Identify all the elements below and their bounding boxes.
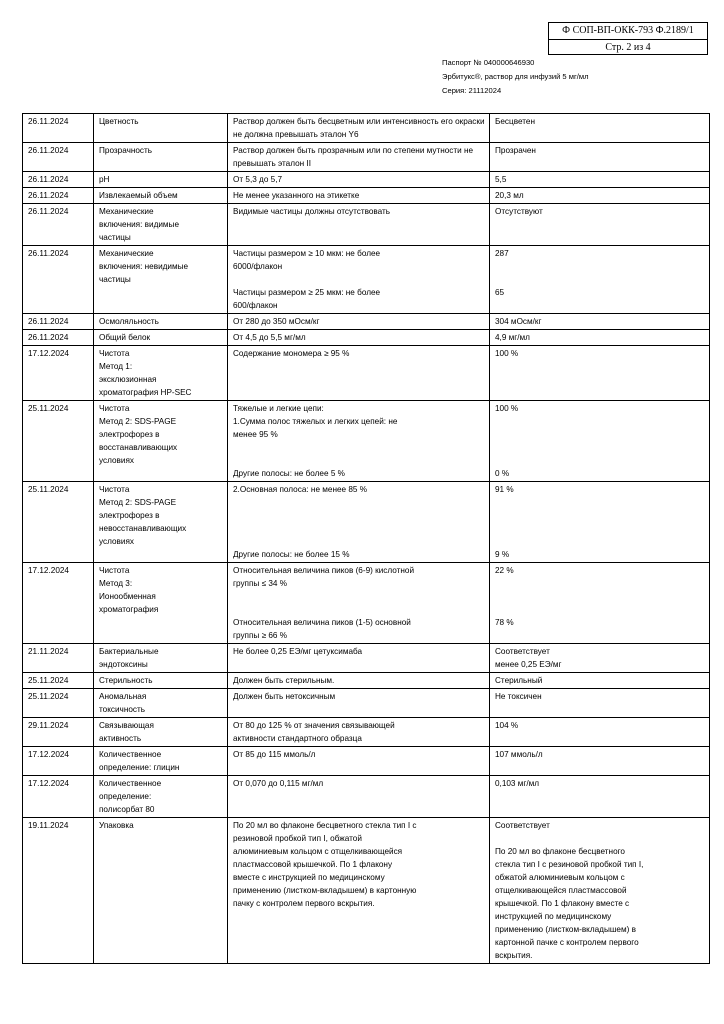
test-name-cell: Количественное определение: полисорбат 80 — [94, 776, 228, 818]
table-row — [23, 673, 710, 689]
test-result-cell: 20,3 мл — [490, 188, 710, 204]
passport-number: Паспорт № 040000646930 — [442, 58, 535, 67]
table-row — [23, 314, 710, 330]
passport-info — [442, 56, 712, 98]
test-date-cell: 25.11.2024 — [23, 482, 94, 563]
test-result-cell: Прозрачен — [490, 143, 710, 172]
test-name-cell: Общий белок — [94, 330, 228, 346]
table-row — [23, 401, 710, 482]
test-result-cell: Соответствует По 20 мл во флаконе бесцветного стекла тип I с резиновой пробкой тип I, обжатой алюминиевым кольцом с отщелкивающейся пластмассовой крышечкой. По 1 флакону вместе с инструкцией по медицинскому применению (листком-вкладышем) в картонной пачке с контролем первого вскрытия. — [490, 818, 710, 964]
test-date-cell: 17.12.2024 — [23, 776, 94, 818]
test-date-cell: 26.11.2024 — [23, 143, 94, 172]
test-spec-cell: Не более 0,25 ЕЭ/мг цетуксимаба — [228, 644, 490, 673]
page-number: Стр. 2 из 4 — [605, 42, 651, 53]
table-row — [23, 644, 710, 673]
test-date-cell: 26.11.2024 — [23, 246, 94, 314]
table-row — [23, 718, 710, 747]
test-date-cell: 26.11.2024 — [23, 114, 94, 143]
test-spec-cell: Раствор должен быть прозрачным или по степени мутности не превышать эталон II — [228, 143, 490, 172]
test-spec-cell: Должен быть стерильным. — [228, 673, 490, 689]
test-spec-cell: Видимые частицы должны отсутствовать — [228, 204, 490, 246]
test-name-cell: Цветность — [94, 114, 228, 143]
test-result-cell: Соответствует менее 0,25 ЕЭ/мг — [490, 644, 710, 673]
test-spec-cell: От 0,070 до 0,115 мг/мл — [228, 776, 490, 818]
test-spec-cell: Тяжелые и легкие цепи: 1.Сумма полос тяжелых и легких цепей: не менее 95 % Другие полосы: не более 5 % — [228, 401, 490, 482]
test-name-cell: Аномальная токсичность — [94, 689, 228, 718]
table-row — [23, 818, 710, 964]
test-date-cell: 26.11.2024 — [23, 204, 94, 246]
test-result-cell: 287 65 — [490, 246, 710, 314]
test-date-cell: 26.11.2024 — [23, 188, 94, 204]
test-result-cell: Стерильный — [490, 673, 710, 689]
table-row — [23, 330, 710, 346]
test-results-table — [22, 113, 710, 964]
test-name-cell: Упаковка — [94, 818, 228, 964]
table-row — [23, 172, 710, 188]
test-result-cell: 304 мОсм/кг — [490, 314, 710, 330]
table-row — [23, 776, 710, 818]
test-spec-cell: По 20 мл во флаконе бесцветного стекла тип I с резиновой пробкой тип I, обжатой алюминиевым кольцом с отщелкивающейся пластмассовой крышечкой. По 1 флакону вместе с инструкцией по медицинскому применению (листком-вкладышем) в картонную пачку с контролем первого вскрытия. — [228, 818, 490, 964]
test-name-cell: Извлекаемый объем — [94, 188, 228, 204]
test-spec-cell: Должен быть нетоксичным — [228, 689, 490, 718]
test-date-cell: 25.11.2024 — [23, 673, 94, 689]
test-spec-cell: От 80 до 125 % от значения связывающей активности стандартного образца — [228, 718, 490, 747]
table-row — [23, 143, 710, 172]
test-result-cell: Бесцветен — [490, 114, 710, 143]
test-name-cell: Механические включения: видимые частицы — [94, 204, 228, 246]
test-spec-cell: От 280 до 350 мОсм/кг — [228, 314, 490, 330]
test-result-cell: 5,5 — [490, 172, 710, 188]
test-name-cell: Механические включения: невидимые частицы — [94, 246, 228, 314]
table-row — [23, 346, 710, 401]
test-date-cell: 21.11.2024 — [23, 644, 94, 673]
table-row — [23, 246, 710, 314]
test-spec-cell: Частицы размером ≥ 10 мкм: не более 6000/флакон Частицы размером ≥ 25 мкм: не более 600/флакон — [228, 246, 490, 314]
test-name-cell: pH — [94, 172, 228, 188]
test-date-cell: 17.12.2024 — [23, 747, 94, 776]
test-result-cell: Отсутствуют — [490, 204, 710, 246]
test-name-cell: Осмоляльность — [94, 314, 228, 330]
test-name-cell: Чистота Метод 2: SDS-PAGE электрофорез в невосстанавливающих условиях — [94, 482, 228, 563]
test-name-cell: Связывающая активность — [94, 718, 228, 747]
test-name-cell: Чистота Метод 2: SDS-PAGE электрофорез в восстанавливающих условиях — [94, 401, 228, 482]
test-spec-cell: Относительная величина пиков (6-9) кислотной группы ≤ 34 % Относительная величина пиков (1-5) основной группы ≥ 66 % — [228, 563, 490, 644]
test-date-cell: 17.12.2024 — [23, 563, 94, 644]
test-result-cell: 107 ммоль/л — [490, 747, 710, 776]
test-spec-cell: Содержание мономера ≥ 95 % — [228, 346, 490, 401]
test-date-cell: 25.11.2024 — [23, 401, 94, 482]
test-spec-cell: От 85 до 115 ммоль/л — [228, 747, 490, 776]
test-result-cell: 22 % 78 % — [490, 563, 710, 644]
test-name-cell: Прозрачность — [94, 143, 228, 172]
test-name-cell: Бактериальные эндотоксины — [94, 644, 228, 673]
test-spec-cell: 2.Основная полоса: не менее 85 % Другие полосы: не более 15 % — [228, 482, 490, 563]
test-result-cell: Не токсичен — [490, 689, 710, 718]
test-name-cell: Стерильность — [94, 673, 228, 689]
test-date-cell: 19.11.2024 — [23, 818, 94, 964]
test-spec-cell: Раствор должен быть бесцветным или интенсивность его окраски не должна превышать эталон Y6 — [228, 114, 490, 143]
table-row — [23, 114, 710, 143]
test-spec-cell: От 4,5 до 5,5 мг/мл — [228, 330, 490, 346]
test-spec-cell: От 5,3 до 5,7 — [228, 172, 490, 188]
test-result-cell: 4,9 мг/мл — [490, 330, 710, 346]
test-result-cell: 104 % — [490, 718, 710, 747]
test-result-cell: 100 % — [490, 346, 710, 401]
product-name: Эрбитукс®, раствор для инфузий 5 мг/мл — [442, 72, 589, 81]
table-row — [23, 204, 710, 246]
table-row — [23, 482, 710, 563]
test-date-cell: 29.11.2024 — [23, 718, 94, 747]
test-date-cell: 25.11.2024 — [23, 689, 94, 718]
test-spec-cell: Не менее указанного на этикетке — [228, 188, 490, 204]
test-date-cell: 26.11.2024 — [23, 330, 94, 346]
series-number: Серия: 21112024 — [442, 86, 502, 95]
test-date-cell: 17.12.2024 — [23, 346, 94, 401]
form-code-box — [548, 22, 708, 55]
test-date-cell: 26.11.2024 — [23, 172, 94, 188]
test-name-cell: Чистота Метод 1: эксклюзионная хроматография HP-SEC — [94, 346, 228, 401]
table-row — [23, 689, 710, 718]
test-date-cell: 26.11.2024 — [23, 314, 94, 330]
form-code: Ф СОП-ВП-ОКК-793 Ф.2189/1 — [549, 23, 707, 40]
table-row — [23, 188, 710, 204]
test-name-cell: Количественное определение: глицин — [94, 747, 228, 776]
test-result-cell: 0,103 мг/мл — [490, 776, 710, 818]
table-row — [23, 747, 710, 776]
test-result-cell: 91 % 9 % — [490, 482, 710, 563]
table-row — [23, 563, 710, 644]
test-result-cell: 100 % 0 % — [490, 401, 710, 482]
test-name-cell: Чистота Метод 3: Ионообменная хроматография — [94, 563, 228, 644]
